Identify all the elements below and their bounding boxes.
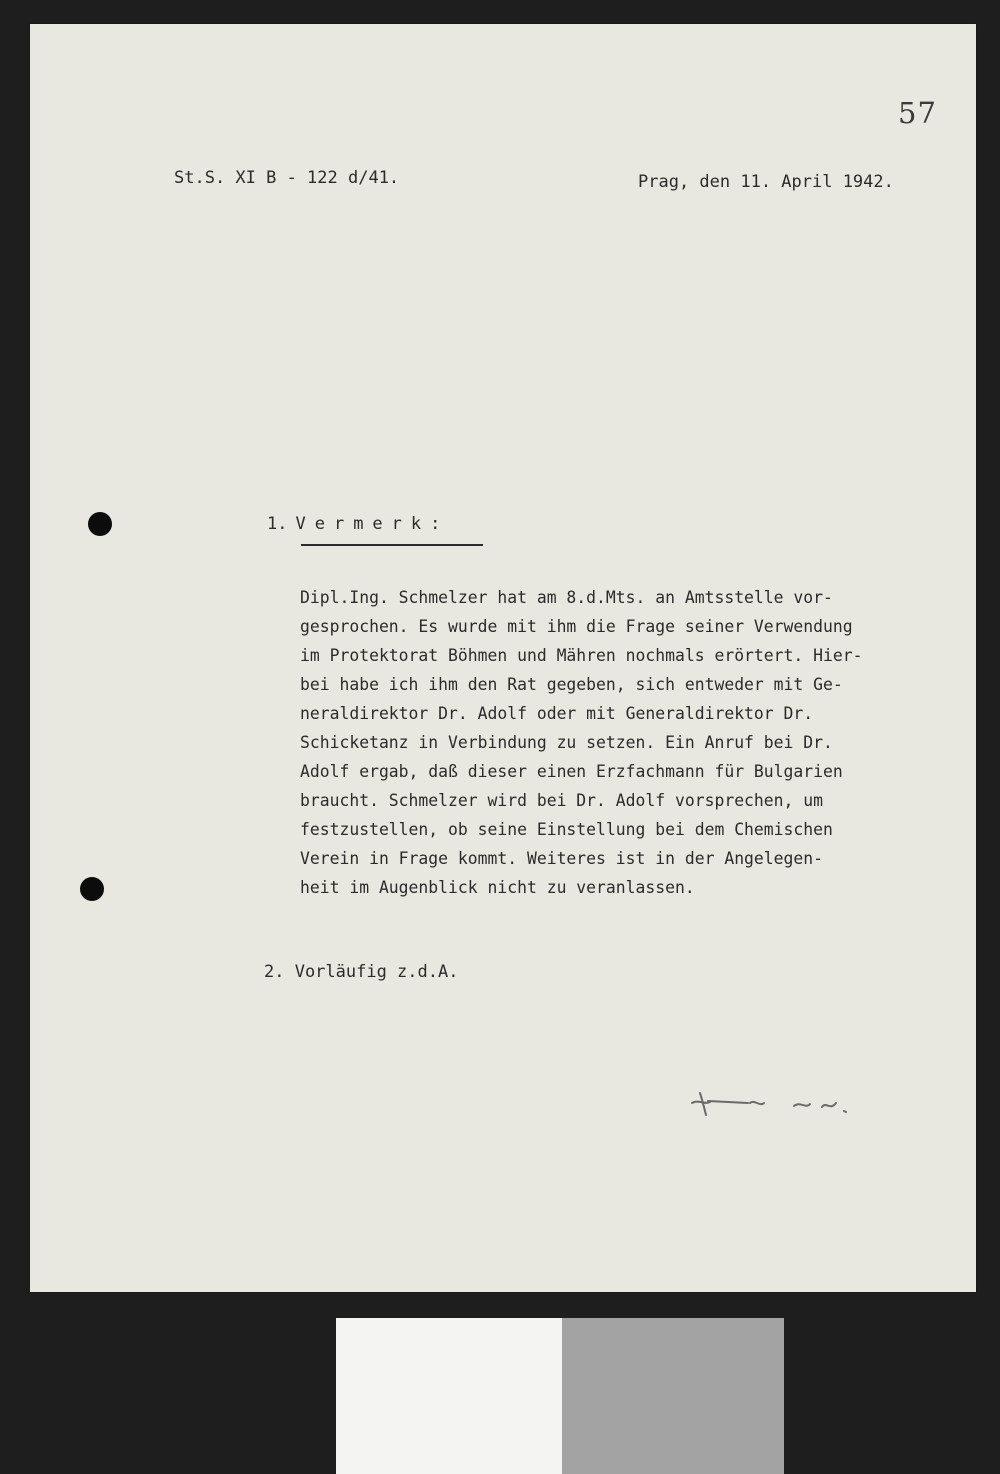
item-one-number: 1. bbox=[267, 514, 288, 534]
reference-number: St.S. XI B - 122 d/41. bbox=[174, 168, 400, 188]
item-one-title: Vermerk: bbox=[295, 514, 450, 534]
body-line: Adolf ergab, daß dieser einen Erzfachmann für Bulgarien bbox=[300, 762, 843, 781]
punch-hole-bottom bbox=[80, 877, 104, 901]
page-number: 57 bbox=[898, 96, 937, 130]
calibration-white bbox=[336, 1318, 562, 1474]
calibration-gray bbox=[562, 1318, 784, 1474]
dateline: Prag, den 11. April 1942. bbox=[638, 172, 894, 192]
punch-hole-top bbox=[88, 512, 112, 536]
body-line: Schicketanz in Verbindung zu setzen. Ein Anruf bei Dr. bbox=[300, 733, 833, 752]
body-line: Verein in Frage kommt. Weiteres ist in der Angelegen- bbox=[300, 849, 824, 868]
body-line: gesprochen. Es wurde mit ihm die Frage seiner Verwendung bbox=[300, 617, 853, 636]
memo-body bbox=[300, 583, 990, 902]
calibration-black bbox=[784, 1318, 1000, 1474]
heading-underline bbox=[301, 544, 483, 546]
body-line: im Protektorat Böhmen und Mähren nochmals erörtert. Hier- bbox=[300, 646, 863, 665]
body-line: heit im Augenblick nicht zu veranlassen. bbox=[300, 878, 695, 897]
body-line: festzustellen, ob seine Einstellung bei dem Chemischen bbox=[300, 820, 833, 839]
body-line: neraldirektor Dr. Adolf oder mit Generaldirektor Dr. bbox=[300, 704, 814, 723]
body-line: Dipl.Ing. Schmelzer hat am 8.d.Mts. an Amtsstelle vor- bbox=[300, 588, 833, 607]
item-one-heading bbox=[267, 514, 449, 534]
body-line: braucht. Schmelzer wird bei Dr. Adolf vorsprechen, um bbox=[300, 791, 824, 810]
item-two: 2. Vorläufig z.d.A. bbox=[264, 962, 459, 982]
handwritten-signature bbox=[690, 1085, 870, 1125]
body-line: bei habe ich ihm den Rat gegeben, sich entweder mit Ge- bbox=[300, 675, 843, 694]
